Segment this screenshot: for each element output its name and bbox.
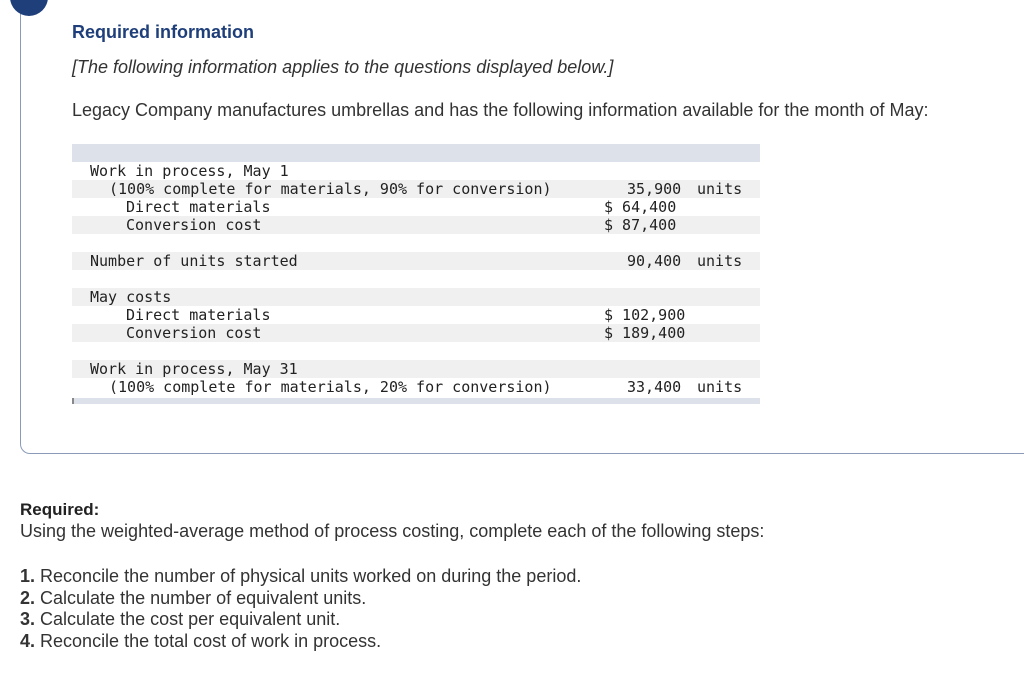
list-item [20,631,581,653]
wip-may31-unit-label: units [697,378,743,396]
data-table [72,144,760,404]
wip-may31-label: Work in process, May 31 [90,360,298,378]
may-costs-dm-value: $ 102,900 [604,306,686,324]
step-number: 3. [20,609,36,629]
required-label: Required: [20,500,100,519]
wip-may1-dm-value: $ 64,400 [604,198,677,216]
wip-may1-unit-label: units [697,180,743,198]
wip-may1-units: 35,900 [627,180,682,198]
list-item [20,609,581,631]
intro-text: Legacy Company manufactures umbrellas and has the following information available for the month of May: [72,100,929,120]
started-label: Number of units started [90,252,298,270]
table-header-bar [72,144,760,162]
wip-may1-cc-label: Conversion cost [126,216,262,234]
wip-may1-detail: (100% complete for materials, 90% for conversion) [109,180,552,198]
table-row [72,180,760,198]
list-item [20,566,581,588]
table-row [72,306,760,324]
table-row [72,288,760,306]
may-costs-cc-label: Conversion cost [126,324,262,342]
step-text: Calculate the number of equivalent units. [40,587,367,608]
table-row [72,324,760,342]
wip-may1-cc-value: $ 87,400 [604,216,677,234]
wip-may1-dm-label: Direct materials [126,198,271,216]
required-information-title: Required information [72,22,255,42]
wip-may31-units: 33,400 [627,378,682,396]
step-text: Reconcile the number of physical units worked on during the period. [40,566,582,586]
step-number: 2. [20,587,36,608]
wip-may31-detail: (100% complete for materials, 20% for conversion) [109,378,552,396]
step-number: 4. [20,630,36,651]
table-row [72,252,760,270]
started-unit-label: units [697,252,743,270]
table-row [72,198,760,216]
may-costs-dm-label: Direct materials [126,306,271,324]
table-row [72,216,760,234]
list-item [20,588,581,610]
table-footer-bar [72,398,760,404]
applies-note: [The following information applies to the questions displayed below.] [72,57,614,77]
may-costs-cc-value: $ 189,400 [604,324,686,342]
started-units: 90,400 [627,252,682,270]
table-row [72,162,760,180]
required-text: Using the weighted-average method of process costing, complete each of the following steps: [20,521,765,541]
step-text: Calculate the cost per equivalent unit. [40,609,341,629]
may-costs-label: May costs [90,288,172,306]
table-row [72,360,760,378]
steps-list [20,566,581,652]
wip-may1-label: Work in process, May 1 [90,162,289,180]
table-row [72,378,760,396]
step-number: 1. [20,566,36,586]
step-text: Reconcile the total cost of work in process. [40,630,382,651]
